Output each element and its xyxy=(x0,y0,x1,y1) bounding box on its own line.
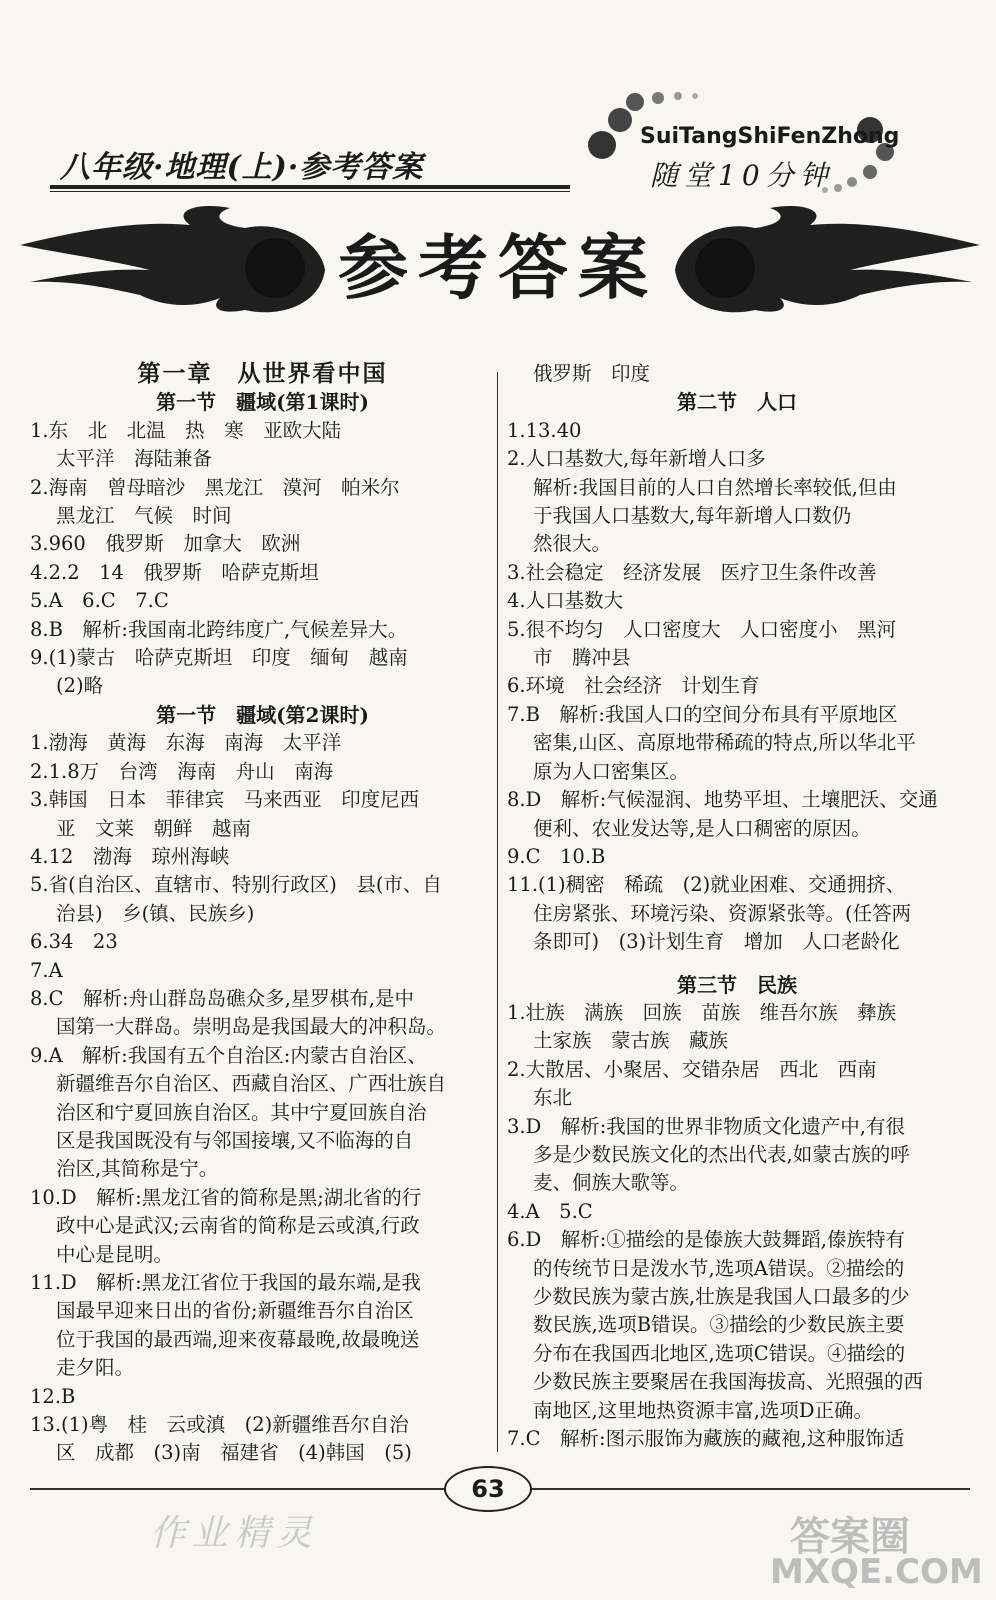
answer-line: 4.12 渤海 琼州海峡 xyxy=(30,844,230,868)
answer-line: 5.省(自治区、直辖市、特别行政区) 县(市、自 xyxy=(30,873,442,897)
answer-line: 麦、侗族大歌等。 xyxy=(533,1171,690,1195)
answer-line: 3.韩国 日本 菲律宾 马来西亚 印度尼西 xyxy=(30,788,420,812)
answer-line: 1.东 北 北温 热 寒 亚欧大陆 xyxy=(30,418,342,442)
answer-line: 多是少数民族文化的杰出代表,如蒙古族的呼 xyxy=(533,1142,910,1166)
answer-line: 1.壮族 满族 回族 苗族 维吾尔族 彝族 xyxy=(507,1000,897,1024)
answer-line: 分布在我国西北地区,选项C错误。④描绘的 xyxy=(533,1341,906,1365)
watermark-left: 作业精灵 xyxy=(150,1513,319,1554)
answer-line: (2)略 xyxy=(56,674,104,698)
page-number: 63 xyxy=(444,1466,532,1512)
banner-title: 参考答案 xyxy=(338,226,658,309)
answer-line: 住房紧张、环境污染、资源紧张等。(任答两 xyxy=(533,901,912,925)
answer-line: 俄罗斯 印度 xyxy=(533,362,651,385)
right-column xyxy=(507,360,967,1453)
answer-line: 3.960 俄罗斯 加拿大 欧洲 xyxy=(30,532,301,556)
answer-line: 太平洋 海陆兼备 xyxy=(56,447,213,471)
answer-line: 南地区,这里地热资源丰富,选项D正确。 xyxy=(533,1398,874,1422)
answer-line: 的传统节日是泼水节,选项A错误。②描绘的 xyxy=(533,1256,905,1280)
answer-line: 5.很不均匀 人口密度大 人口密度小 黑河 xyxy=(507,617,897,641)
answer-line: 6.环境 社会经济 计划生育 xyxy=(507,674,760,698)
spacer xyxy=(507,957,967,971)
answer-line: 位于我国的最西端,迎来夜幕最晚,故最晚送 xyxy=(56,1327,420,1351)
answer-line: 12.B xyxy=(30,1384,76,1408)
chapter-heading: 第一章 从世界看中国 xyxy=(137,360,388,387)
answer-line: 4.2.2 14 俄罗斯 哈萨克斯坦 xyxy=(30,560,319,584)
answer-line: 10.D 解析:黑龙江省的简称是黑;湖北省的行 xyxy=(30,1185,422,1209)
left-column xyxy=(30,360,495,1468)
section-heading: 第一节 疆域(第1课时) xyxy=(156,390,369,415)
answer-line: 原为人口密集区。 xyxy=(533,759,690,783)
answer-line: 4.A 5.C xyxy=(507,1199,593,1223)
answer-line: 黑龙江 气候 时间 xyxy=(56,504,232,528)
answer-line: 市 腾冲县 xyxy=(533,646,631,670)
answer-line: 治县) 乡(镇、民族乡) xyxy=(56,901,255,925)
answer-line: 国最早迎来日出的省份;新疆维吾尔自治区 xyxy=(56,1299,414,1323)
answer-line: 2.海南 曾母暗沙 黑龙江 漠河 帕米尔 xyxy=(30,475,400,499)
answer-line: 走夕阳。 xyxy=(56,1356,135,1380)
answer-line: 亚 文莱 朝鲜 越南 xyxy=(56,816,252,840)
answer-line: 2.人口基数大,每年新增人口多 xyxy=(507,447,766,471)
brand-english: SuiTangShiFenZhong xyxy=(640,124,900,149)
answer-line: 8.D 解析:气候湿润、地势平坦、土壤肥沃、交通 xyxy=(507,788,938,812)
answer-line: 9.(1)蒙古 哈萨克斯坦 印度 缅甸 越南 xyxy=(30,646,408,670)
answer-line: 11.(1)稠密 稀疏 (2)就业困难、交通拥挤、 xyxy=(507,873,906,897)
watermark-right-logo: 答案圈 xyxy=(790,1513,910,1560)
answer-line: 3.社会稳定 经济发展 医疗卫生条件改善 xyxy=(507,560,877,584)
answer-line: 数民族,选项B错误。③描绘的少数民族主要 xyxy=(533,1313,905,1337)
column-divider xyxy=(497,372,498,1452)
answer-line: 然很大。 xyxy=(533,532,612,556)
answer-line: 区 成都 (3)南 福建省 (4)韩国 (5) xyxy=(56,1441,412,1465)
answer-line: 解析:我国目前的人口自然增长率较低,但由 xyxy=(533,475,897,499)
answer-line: 3.D 解析:我国的世界非物质文化遗产中,有很 xyxy=(507,1114,906,1138)
answer-line: 治区,其简称是宁。 xyxy=(56,1157,219,1181)
answer-line: 少数民族为蒙古族,壮族是我国人口最多的少 xyxy=(533,1285,910,1308)
answer-line: 于我国人口基数大,每年新增人口数仍 xyxy=(533,504,852,528)
header-title: 八年级·地理(上)·参考答案 xyxy=(60,150,424,185)
answer-line: 1.渤海 黄海 东海 南海 太平洋 xyxy=(30,731,342,755)
answer-line: 13.(1)粤 桂 云或滇 (2)新疆维吾尔自治 xyxy=(30,1413,409,1437)
header-rule-thin xyxy=(50,191,570,192)
answer-line: 7.A xyxy=(30,958,63,982)
answer-line: 9.C 10.B xyxy=(507,844,606,868)
answer-line: 密集,山区、高原地带稀疏的特点,所以华北平 xyxy=(533,731,916,755)
answer-line: 2.1.8万 台湾 海南 舟山 南海 xyxy=(30,759,334,783)
answer-line: 8.C 解析:舟山群岛岛礁众多,星罗棋布,是中 xyxy=(30,986,414,1010)
section-heading: 第三节 民族 xyxy=(677,972,797,997)
answer-line: 7.C 解析:图示服饰为藏族的藏袍,这种服饰适 xyxy=(507,1427,905,1451)
brand-chinese: 随堂10分钟 xyxy=(650,159,834,192)
answer-line: 7.B 解析:我国人口的空间分布具有平原地区 xyxy=(507,702,898,726)
section-heading: 第二节 人口 xyxy=(677,390,797,415)
section-heading: 第一节 疆域(第2课时) xyxy=(156,702,369,727)
answer-line: 4.人口基数大 xyxy=(507,589,624,613)
answer-line: 东北 xyxy=(533,1086,573,1110)
answer-line: 5.A 6.C 7.C xyxy=(30,589,169,613)
answer-line: 11.D 解析:黑龙江省位于我国的最东端,是我 xyxy=(30,1271,421,1294)
answer-line: 6.D 解析:①描绘的是傣族大鼓舞蹈,傣族特有 xyxy=(507,1228,906,1252)
answer-line: 新疆维吾尔自治区、西藏自治区、广西壮族自 xyxy=(56,1072,447,1096)
answer-line: 便利、农业发达等,是人口稠密的原因。 xyxy=(533,816,871,840)
answer-line: 9.A 解析:我国有五个自治区:内蒙古自治区、 xyxy=(30,1043,427,1067)
answer-line: 政中心是武汉;云南省的简称是云或滇,行政 xyxy=(56,1214,420,1238)
watermark-right-url: MXQE.COM xyxy=(770,1552,983,1592)
answer-line: 1.13.40 xyxy=(507,418,582,442)
answer-line: 国第一大群岛。崇明岛是我国最大的冲积岛。 xyxy=(56,1015,447,1039)
header-rule xyxy=(50,185,570,189)
answer-line: 条即可) (3)计划生育 增加 人口老龄化 xyxy=(533,930,900,954)
answer-line: 6.34 23 xyxy=(30,930,118,954)
answer-line: 2.大散居、小聚居、交错杂居 西北 西南 xyxy=(507,1057,877,1081)
answer-line: 少数民族主要聚居在我国海拔高、光照强的西 xyxy=(533,1370,924,1394)
answer-line: 8.B 解析:我国南北跨纬度广,气候差异大。 xyxy=(30,617,408,641)
answer-line: 治区和宁夏回族自治区。其中宁夏回族自治 xyxy=(56,1100,427,1124)
answer-line: 区是我国既没有与邻国接壤,又不临海的自 xyxy=(56,1128,414,1152)
answer-line: 土家族 蒙古族 藏族 xyxy=(533,1029,729,1053)
answer-line: 中心是昆明。 xyxy=(56,1242,174,1266)
